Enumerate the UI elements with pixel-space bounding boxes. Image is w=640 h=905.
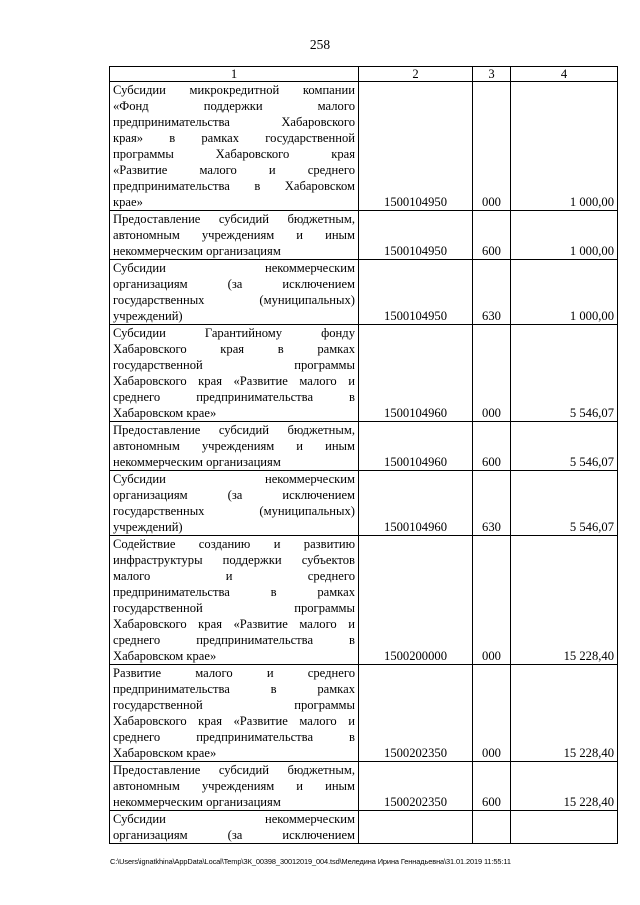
table-header-row [110,67,618,82]
row-name-line: предпринимательства Хабаровского [113,115,355,129]
table-row [110,811,618,844]
expense-type-cell: 600 [473,211,511,260]
row-name-line: некоммерческим организациям [113,795,281,809]
row-name-line: программы Хабаровского края [113,147,355,161]
row-name-line: Содействие созданию и развитию [113,537,355,551]
table-row [110,260,618,325]
row-name-line: автономным учреждениям и иным [113,439,355,453]
column-header-3: 3 [473,67,511,82]
amount-cell: 5 546,07 [511,325,618,422]
row-name-line: «Развитие малого и среднего [113,163,355,177]
row-name-cell [110,82,359,211]
expense-type-cell: 600 [473,422,511,471]
row-name-line: Развитие малого и среднего [113,666,355,680]
expense-type-cell: 000 [473,325,511,422]
column-header-2: 2 [359,67,473,82]
row-name-line: Субсидии некоммерческим [113,261,355,275]
row-name-line: малого и среднего [113,569,355,583]
amount-cell: 15 228,40 [511,762,618,811]
amount-cell: 5 546,07 [511,422,618,471]
file-path-footer: C:\Users\ignatkhina\AppData\Local\Temp\ЗК_00398_30012019_004.tsd\Меледина Ирина Геннадьевна\31.01.2019 11:55:11 [110,857,511,866]
row-name-cell [110,536,359,665]
row-name-line: Предоставление субсидий бюджетным, [113,423,355,437]
row-name-line: Субсидии Гарантийному фонду [113,326,355,340]
row-name-cell [110,762,359,811]
row-name-line: государственной программы [113,601,355,615]
row-name-line: учреждений) [113,520,183,534]
target-article-cell: 1500104960 [359,325,473,422]
row-name-line: предпринимательства в Хабаровском [113,179,355,193]
row-name-line: Предоставление субсидий бюджетным, [113,212,355,226]
target-article-cell: 1500104960 [359,471,473,536]
amount-cell: 1 000,00 [511,211,618,260]
row-name-line: государственной программы [113,358,355,372]
target-article-cell: 1500200000 [359,536,473,665]
expense-type-cell [473,811,511,844]
table-row [110,82,618,211]
row-name-line: предпринимательства в рамках [113,682,355,696]
row-name-line: Хабаровского края «Развитие малого и [113,374,355,388]
target-article-cell [359,811,473,844]
target-article-cell: 1500104950 [359,82,473,211]
row-name-line: крае» [113,195,143,209]
amount-cell: 1 000,00 [511,82,618,211]
target-article-cell: 1500104950 [359,260,473,325]
table-row [110,422,618,471]
expense-type-cell: 600 [473,762,511,811]
amount-cell: 5 546,07 [511,471,618,536]
row-name-line: Хабаровском крае» [113,406,217,420]
row-name-line: «Фонд поддержки малого [113,99,355,113]
row-name-line: Предоставление субсидий бюджетным, [113,763,355,777]
row-name-cell [110,260,359,325]
target-article-cell: 1500104960 [359,422,473,471]
row-name-line: среднего предпринимательства в [113,633,355,647]
amount-cell: 15 228,40 [511,536,618,665]
column-header-4: 4 [511,67,618,82]
row-name-line: Хабаровского края в рамках [113,342,355,356]
row-name-cell [110,211,359,260]
page-number: 258 [309,37,331,52]
row-name-cell [110,422,359,471]
table-row [110,762,618,811]
target-article-cell: 1500104950 [359,211,473,260]
row-name-line: организациям (за исключением [113,488,355,502]
row-name-line: Субсидии некоммерческим [113,812,355,826]
table-row [110,471,618,536]
row-name-cell [110,471,359,536]
row-name-line: Хабаровского края «Развитие малого и [113,714,355,728]
table-row [110,665,618,762]
row-name-line: Хабаровского края «Развитие малого и [113,617,355,631]
amount-cell [511,811,618,844]
amount-cell: 15 228,40 [511,665,618,762]
row-name-line: организациям (за исключением [113,277,355,291]
row-name-line: государственных (муниципальных) [113,293,355,307]
row-name-cell [110,811,359,844]
expense-type-cell: 000 [473,82,511,211]
column-header-1: 1 [110,67,359,82]
row-name-cell [110,325,359,422]
row-name-line: автономным учреждениям и иным [113,779,355,793]
row-name-line: Субсидии микрокредитной компании [113,83,355,97]
row-name-line: некоммерческим организациям [113,455,281,469]
row-name-line: учреждений) [113,309,183,323]
table-row [110,536,618,665]
row-name-line: автономным учреждениям и иным [113,228,355,242]
expense-type-cell: 630 [473,471,511,536]
row-name-line: Хабаровском крае» [113,649,217,663]
expense-type-cell: 000 [473,536,511,665]
row-name-line: государственной программы [113,698,355,712]
row-name-line: организациям (за исключением [113,828,355,842]
row-name-line: края» в рамках государственной [113,131,355,145]
expense-type-cell: 000 [473,665,511,762]
expense-type-cell: 630 [473,260,511,325]
row-name-line: некоммерческим организациям [113,244,281,258]
row-name-line: государственных (муниципальных) [113,504,355,518]
target-article-cell: 1500202350 [359,762,473,811]
row-name-cell [110,665,359,762]
row-name-line: Субсидии некоммерческим [113,472,355,486]
budget-table [109,66,618,844]
amount-cell: 1 000,00 [511,260,618,325]
row-name-line: Хабаровском крае» [113,746,217,760]
table-row [110,211,618,260]
row-name-line: инфраструктуры поддержки субъектов [113,553,355,567]
row-name-line: среднего предпринимательства в [113,390,355,404]
target-article-cell: 1500202350 [359,665,473,762]
row-name-line: предпринимательства в рамках [113,585,355,599]
row-name-line: среднего предпринимательства в [113,730,355,744]
table-row [110,325,618,422]
